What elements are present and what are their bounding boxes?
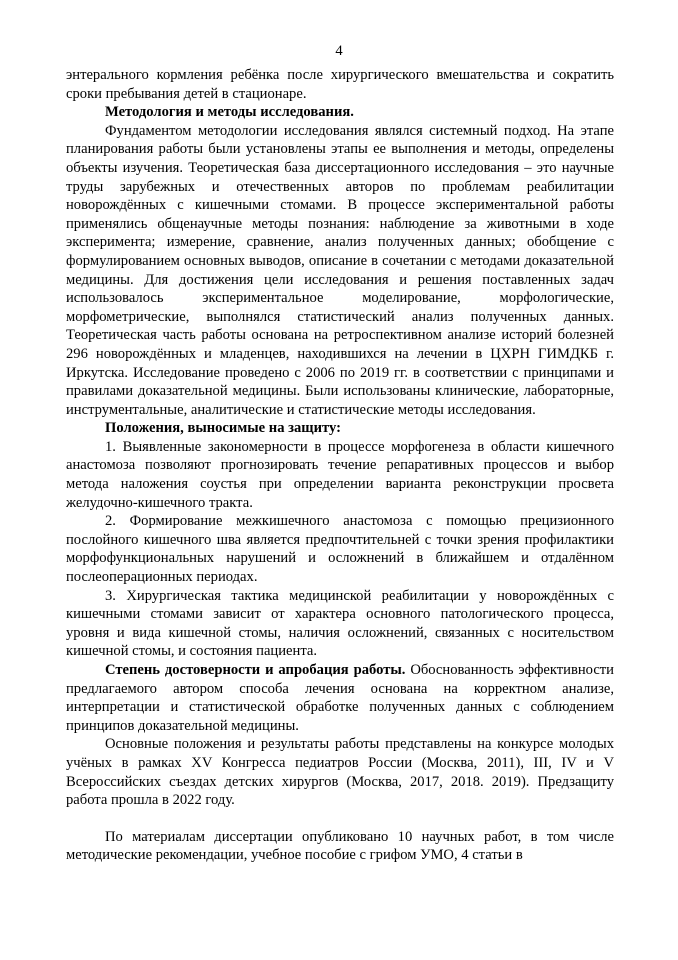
- provision-3: 3. Хирургическая тактика медицинской реабилитации у новорождённых с кишечными стомами зависит от характера основного патологического процесса, уровня и вида кишечной стомы, наличия осложнений, связанных с носительством кишечной стомы, и состояния пациента.: [66, 587, 614, 660]
- paragraph-presentations: Основные положения и результаты работы представлены на конкурсе молодых учёных в рамках XV Конгресса педиатров России (Москва, 2011), III, IV и V Всероссийских съездах детских хирургов (Москва, 2017, 2018. 2019). Предзащиту работа прошла в 2022 году.: [66, 736, 614, 809]
- paragraph-methodology: Фундаментом методологии исследования являлся системный подход. На этапе планирования работы были установлены этапы ее выполнения и методы, определены объекты изучения. Теоретическая база диссертационного исследования – это научные труды зарубежных и отечественных авторов по проблемам реабилитации новорождённых с кишечными стомами. В процессе экспериментальной работы применялись общенаучные методы познания: наблюдение за животными в ходе эксперимента; измерение, сравнение, анализ полученных данных; обобщение с формулированием основных выводов, описание в сочетании с методами доказательной медицины. Для достижения цели исследования и решения поставленных задач использовалось экспериментальное моделирование, морфологические, морфометрические, выполнялся статистический анализ полученных данных. Теоретическая часть работы основана на ретроспективном анализе историй болезней 296 новорождённых и младенцев, находившихся на лечении в ЦХРН ГИМДКБ г. Иркутска. Исследование проведено с 2006 по 2019 гг. в соответствии с принципами и правилами доказательной медицины. Были использованы клинические, лабораторные, инструментальные, аналитические и статистические методы исследования.: [66, 122, 614, 418]
- page-number: 4: [335, 43, 343, 59]
- paragraph-continuation: энтерального кормления ребёнка после хирургического вмешательства и сократить сроки пребывания детей в стационаре.: [66, 67, 614, 102]
- paragraph-publications: По материалам диссертации опубликовано 10 научных работ, в том числе методические рекомендации, учебное пособие с грифом УМО, 4 статьи в: [66, 828, 614, 864]
- section-heading-reliability: Степень достоверности и апробация работы.: [105, 662, 406, 678]
- section-heading-defense-provisions: Положения, выносимые на защиту:: [105, 420, 341, 437]
- section-heading-methodology: Методология и методы исследования.: [105, 104, 354, 121]
- provision-1: 1. Выявленные закономерности в процессе морфогенеза в области кишечного анастомоза позволяют прогнозировать течение репаративных процессов и выбор метода наложения соустья при определении варианта реконструкции просвета желудочно-кишечного тракта.: [66, 438, 614, 511]
- provision-2: 2. Формирование межкишечного анастомоза с помощью прецизионного послойного кишечного шва является предпочтительней с точки зрения профилактики морфофункциональных нарушений и осложнений в ближайшем и отдалённом послеоперационных периодах.: [66, 513, 614, 586]
- paragraph-reliability-text: Обоснованность эффективности предлагаемого автором способа лечения основана на корректном анализе, интерпретации и статистической обработке полученных данных с соблюдением принципов доказательной медицины.: [66, 662, 614, 734]
- paragraph-reliability: [66, 661, 614, 735]
- body-text: [66, 66, 614, 865]
